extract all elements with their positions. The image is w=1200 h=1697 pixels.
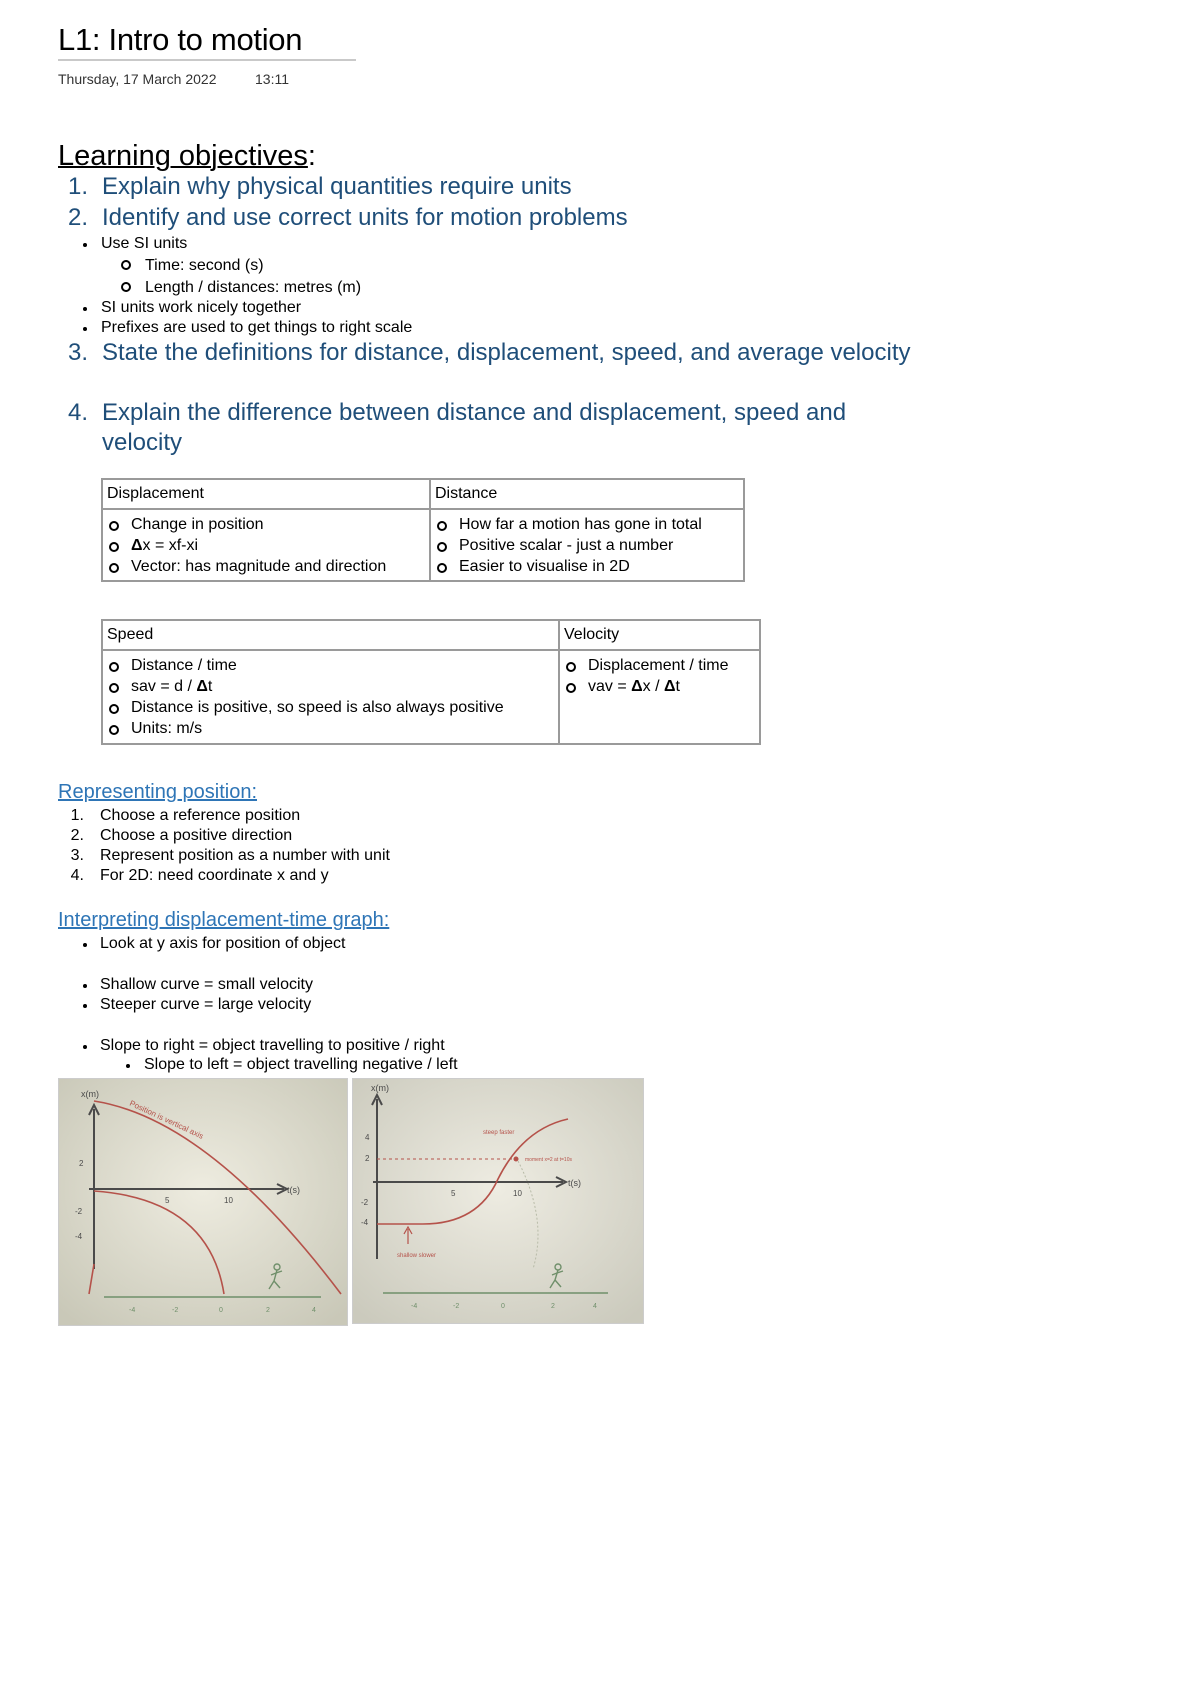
y-tick-label: -4 xyxy=(361,1218,369,1227)
list-ring xyxy=(437,521,447,531)
list-ring xyxy=(566,662,576,672)
list-ring xyxy=(109,683,119,693)
y-tick-label: 4 xyxy=(365,1133,370,1142)
step-number: 2. xyxy=(70,827,84,844)
list-ring xyxy=(437,563,447,573)
y-axis-label: x(m) xyxy=(81,1089,99,1099)
header-displacement: Displacement xyxy=(107,485,204,502)
note-prefixes: Prefixes are used to get things to right scale xyxy=(101,319,413,336)
bullet-dot xyxy=(83,1045,87,1049)
delta-symbol: Δ xyxy=(131,537,143,554)
graph-note: Slope to left = object travelling negative / left xyxy=(144,1056,458,1073)
objective-number: 3. xyxy=(67,339,88,366)
list-item: Displacement / time xyxy=(588,657,729,674)
number-line-tick: -2 xyxy=(453,1303,460,1310)
bullet-dot xyxy=(83,327,87,331)
graph-note: Steeper curve = large velocity xyxy=(100,996,312,1013)
bullet-dot xyxy=(83,307,87,311)
number-line-tick: 4 xyxy=(312,1307,316,1314)
paper-background xyxy=(353,1079,643,1323)
position-annotation: Position is vertical axis xyxy=(128,1098,205,1141)
objective-text: Explain why physical quantities require units xyxy=(102,173,572,200)
header-speed: Speed xyxy=(107,626,154,643)
step-number: 4. xyxy=(70,867,84,884)
note-use-si: Use SI units xyxy=(101,235,188,252)
sub-bullet-ring xyxy=(121,260,131,270)
graph-note: Shallow curve = small velocity xyxy=(100,976,313,993)
t-tick-label: 10 xyxy=(224,1196,233,1205)
list-ring xyxy=(109,704,119,714)
moment-annotation: moment x=2 at t=10s xyxy=(525,1157,572,1163)
moment-point xyxy=(514,1157,519,1162)
velocity-cell xyxy=(559,650,760,744)
delta-symbol: Δ xyxy=(663,678,676,695)
list-ring xyxy=(109,662,119,672)
displacement-cell xyxy=(102,509,430,581)
note-length-unit: Length / distances: metres (m) xyxy=(145,279,362,296)
number-line-tick: 2 xyxy=(551,1303,555,1310)
y-axis-label: x(m) xyxy=(371,1083,389,1093)
objective-number: 4. xyxy=(67,399,88,426)
sketch-photo-right xyxy=(352,1078,644,1324)
number-line-tick: -4 xyxy=(411,1303,418,1310)
number-line-tick: -4 xyxy=(129,1307,136,1314)
displacement-distance-table xyxy=(101,478,745,582)
step-text: Represent position as a number with unit xyxy=(100,847,390,864)
number-line-tick: 2 xyxy=(266,1307,270,1314)
list-item: Positive scalar - just a number xyxy=(459,537,674,554)
objective-number: 1. xyxy=(67,173,88,200)
step-text: Choose a reference position xyxy=(100,807,301,824)
list-item: sav = d / Δt xyxy=(131,678,213,695)
bullet-dot xyxy=(83,984,87,988)
objective-text: Explain the difference between distance and displacement, speed and velocity xyxy=(102,399,847,456)
delta-symbol: Δ xyxy=(196,678,208,695)
bullet-dot xyxy=(83,943,87,947)
graph-note: Look at y axis for position of object xyxy=(100,935,346,952)
shallow-annotation: shallow slower xyxy=(397,1253,437,1259)
distance-cell xyxy=(430,509,744,581)
table-header-cell xyxy=(102,479,430,509)
list-item: Units: m/s xyxy=(131,720,203,737)
paper-background xyxy=(59,1079,347,1325)
representing-position-heading: Representing position: xyxy=(58,781,258,803)
number-line-tick: 0 xyxy=(219,1307,223,1314)
title-underline xyxy=(58,59,356,61)
table-header-cell xyxy=(559,620,760,650)
y-tick-label: 2 xyxy=(365,1154,370,1163)
list-item: Vector: has magnitude and direction xyxy=(131,558,387,575)
sketch-photo-left xyxy=(58,1078,348,1326)
step-text: For 2D: need coordinate x and y xyxy=(100,867,329,884)
step-number: 3. xyxy=(70,847,84,864)
list-item: How far a motion has gone in total xyxy=(459,516,702,533)
learning-objectives-heading-text: Learning objectives xyxy=(58,140,308,172)
objective-number: 2. xyxy=(67,204,88,231)
x-axis-label: t(s) xyxy=(287,1185,300,1195)
list-item: Easier to visualise in 2D xyxy=(459,558,630,575)
y-tick-label: 2 xyxy=(79,1159,84,1168)
graph-note: Slope to right = object travelling to positive / right xyxy=(100,1037,445,1054)
y-tick-label: -2 xyxy=(361,1198,369,1207)
speed-velocity-table xyxy=(101,619,761,745)
list-ring xyxy=(109,725,119,735)
page-title: L1: Intro to motion xyxy=(58,22,303,57)
list-item: Distance / time xyxy=(131,657,237,674)
number-line-tick: 0 xyxy=(501,1303,505,1310)
objective-text: Identify and use correct units for motion problems xyxy=(102,204,628,231)
t-tick-label: 10 xyxy=(513,1189,522,1198)
note-time-unit: Time: second (s) xyxy=(145,257,264,274)
list-ring xyxy=(109,542,119,552)
header-distance: Distance xyxy=(435,485,498,502)
delta-symbol: Δ xyxy=(631,678,643,695)
heading-colon: : xyxy=(307,140,316,172)
number-line-tick: 4 xyxy=(593,1303,597,1310)
list-item: Distance is positive, so speed is also always positive xyxy=(131,699,504,716)
page-date: Thursday, 17 March 2022 xyxy=(58,71,217,87)
x-axis-label: t(s) xyxy=(568,1178,581,1188)
y-tick-label: -4 xyxy=(75,1232,83,1241)
page-time: 13:11 xyxy=(255,71,289,87)
learning-objectives-heading xyxy=(58,138,316,174)
bullet-dot xyxy=(126,1064,130,1068)
t-tick-label: 5 xyxy=(451,1189,456,1198)
sub-bullet-ring xyxy=(121,282,131,292)
list-item: vav = Δx / Δt xyxy=(588,678,680,695)
t-tick-label: 5 xyxy=(165,1196,170,1205)
list-item: Δx = xf-xi xyxy=(131,537,199,554)
list-ring xyxy=(109,521,119,531)
note-si-together: SI units work nicely together xyxy=(101,299,302,316)
list-ring xyxy=(437,542,447,552)
table-header-cell xyxy=(430,479,744,509)
bullet-dot xyxy=(83,243,87,247)
list-ring xyxy=(566,683,576,693)
objective-text: State the definitions for distance, displacement, speed, and average velocity xyxy=(102,339,911,366)
list-item: Change in position xyxy=(131,516,264,533)
number-line-tick: -2 xyxy=(172,1307,179,1314)
list-ring xyxy=(109,563,119,573)
table-header-cell xyxy=(102,620,559,650)
bullet-dot xyxy=(83,1004,87,1008)
speed-cell xyxy=(102,650,559,744)
step-text: Choose a positive direction xyxy=(100,827,293,844)
header-velocity: Velocity xyxy=(564,626,620,643)
steep-annotation: steep faster xyxy=(483,1130,515,1136)
step-number: 1. xyxy=(70,807,84,824)
y-tick-label: -2 xyxy=(75,1207,83,1216)
interpreting-graph-heading: Interpreting displacement-time graph: xyxy=(58,909,390,931)
